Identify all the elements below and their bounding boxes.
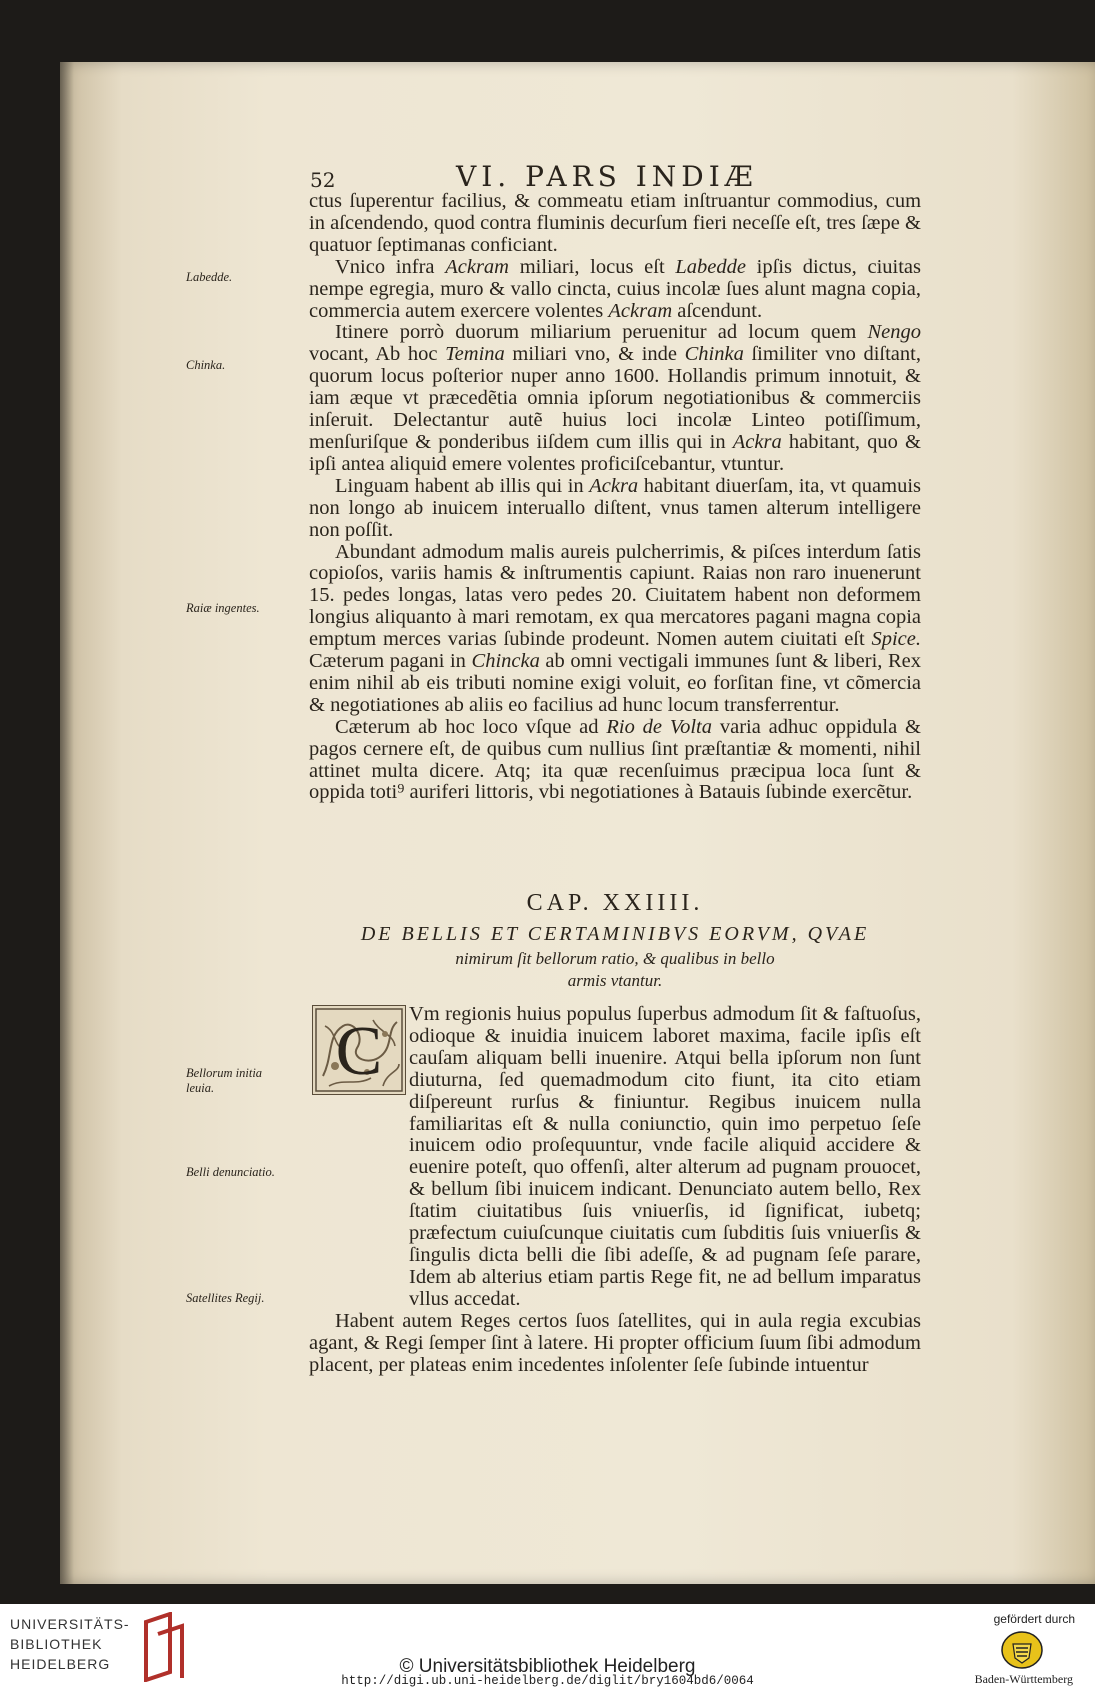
chapter-number: CAP. XXIIII.	[526, 890, 704, 916]
margin-note-bellorum: Bellorum initia leuia.	[186, 1066, 263, 1095]
chapter-subtitle-2: armis vtantur.	[567, 971, 663, 990]
page-number: 52	[310, 168, 336, 192]
running-head: VI. PARS INDIÆ	[456, 160, 758, 193]
logo-line-3: HEIDELBERG	[10, 1656, 111, 1672]
baden-wuerttemberg-crest-icon[interactable]	[1001, 1630, 1043, 1670]
margin-note-chinka: Chinka.	[186, 358, 226, 372]
place-name: Ackram	[608, 299, 673, 322]
footer	[0, 1604, 1095, 1686]
text-line: ctus ſuperentur facilius, & commeatu etiam inſtruantur commodius,	[309, 190, 879, 212]
place-name: Labedde	[675, 255, 746, 278]
margin-note-labedde: Labedde.	[186, 270, 233, 284]
text-section-2	[309, 1004, 921, 1376]
paragraph-rio-de-volta: Cæterum ab hoc loco vſque ad Rio de Volta varia adhuc oppidula & pagos cernere eſt, de quibus cum nullius ſint præſtantiæ & momenti, nihil attinet multa dicere. Atq; ita quæ recenſuimus præcipua loca ſunt & oppida toti⁹ auriferi littoris, vbi negotiationes à Batauis ſubinde exercẽtur.	[309, 715, 921, 804]
margin-note-belli-denunciatio: Belli denunciatio.	[186, 1165, 275, 1179]
place-name: Ackram	[445, 255, 509, 278]
paragraph-labedde: Vnico infra Ackram miliari, locus eſt Labedde ipſis dictus, ciuitas nempe egregia, muro & vallo cincta, cuius incolæ ſues alunt magna copia, commercia autem exercere volentes Ackram aſcendunt.	[309, 255, 922, 322]
paragraph-satellites: Habent autem Reges certos ſuos ſatellites, qui in aula regia excubias agant, & Regi ſemper ſint à latere. Hi propter officium ſuum ſibi admodum placent, per plateas enim incedentes inſolenter ſeſe ſubinde intuentur	[309, 1309, 921, 1376]
place-name: Nengo	[867, 321, 921, 344]
paragraph-continuation	[309, 191, 921, 257]
text-section-1	[309, 191, 921, 804]
permalink[interactable]: http://digi.ub.uni-heidelberg.de/diglit/bry1604bd6/0064	[341, 1674, 754, 1688]
place-name: Chincka	[471, 650, 540, 673]
logo-line-1: UNIVERSITÄTS-	[10, 1616, 130, 1632]
logo-line-2: BIBLIOTHEK	[10, 1636, 103, 1652]
paragraph-abundant: Abundant admodum malis aureis pulcherrimis, & piſces interdum ſatis copioſos, variis hamis & inſtrumentis capiunt. Raias non raro inuenerunt 15. pedes longas, latas vero pedes 20. Ciuitatem habent non deformem longius aliquanto à mari remotam, ex qua mercatores pagani magna copia emptum merces varias ſubinde prodeunt. Nomen autem ciuitati eſt Spice. Cæterum pagani in Chincka ab omni vectigali immunes ſunt & liberi, Rex enim nihil ab eis tributi nomine exigi voluit, eo forſitan fine, vt cõmercia & negotiationes ab aliis eo facilius ad hunc locum transferrentur.	[309, 540, 921, 716]
paragraph-lingua: Linguam habent ab illis qui in Ackra habitant diuerſam, ita, vt quamuis non longo ab inuicem interuallo diſtent, vnus tamen alterum intelligere non poſſit.	[309, 474, 921, 541]
copyright-notice: © Universitätsbibliothek Heidelberg	[399, 1656, 696, 1677]
chapter-subtitle: nimirum ſit bellorum ratio, & qualibus in bello	[455, 949, 775, 968]
place-name: Ackra	[589, 474, 639, 497]
chapter-title: DE BELLIS ET CERTAMINIBVS EORVM, QVAE	[360, 923, 870, 945]
text-line: tres ſæpe & quatuor ſeptimanas conficiant.	[309, 211, 921, 256]
paragraph-chinka: Itinere porrò duorum miliarium peruenitur ad locum quem Nengo vocant, Ab hoc Temina miliari vno, & inde Chinka ſimiliter vno diſtant, quorum locus poſterior nuper anno 1600. Hollandis primum innotuit, & iam æque vt præcedẽtia omnia ipſorum negotiationibus & commerciis inſeruit. Delectantur autẽ huius loci incolæ Linteo potiſſimum, menſuriſque & ponderibus iiſdem cum illis qui in Ackra habitant, quo & ipſi antea aliquid emere volentes proficiſcebantur, vtuntur.	[309, 321, 921, 475]
place-name: Rio de Volta	[606, 715, 713, 738]
margin-note-satellites: Satellites Regij.	[186, 1291, 265, 1305]
place-name: Chinka	[684, 343, 744, 366]
state-label: Baden-Württemberg	[974, 1672, 1073, 1686]
paragraph-cum-regionis: Vm regionis huius populus ſuperbus admodum ſit & faſtuoſus, odioque & inuidia inuicem laboret maxima, facile ipſis eſt cauſam aliquam belli inuenire. Atqui bella ipſorum non ſunt diuturna, ſed quemadmodum cito fiunt, ita cito etiam diſpereunt rurſus & finiuntur. Regibus inuicem nulla familiaritas eſt & nulla coniunctio, quin imo perpetuo ſeſe inuicem odio proſequuntur, vnde facile aliquid accidere & euenire poteſt, quo offenſi, alter alterum ad pugnam prouocet, & bellum ſibi inuicem indicant. Denunciato autem bello, Rex ſtatim ciuitatibus ſuis vniuerſis, id ſignificat, iubetq; præfectum cuiuſcunque ciuitatis cum ſubditis ſuis vniuerſis & ſingulis dicta belli die ſibi adeſſe, & ad pugnam ſeſe parare, Idem ab alterius etiam partis Rege fit, ne ad bellum imparatus vllus accedat.	[409, 1003, 921, 1310]
place-name: Spice.	[871, 628, 921, 651]
svg-text:C: C	[335, 1013, 383, 1090]
text-line: cum in aſcendendo, quod contra fluminis decurſum fieri neceſſe eſt,	[309, 190, 922, 234]
place-name: Ackra	[732, 430, 782, 453]
margin-note-raiae: Raiæ ingentes.	[186, 601, 260, 615]
page-gutter-shadow	[60, 62, 74, 1584]
place-name: Temina	[445, 343, 505, 366]
funding-label: gefördert durch	[993, 1612, 1075, 1626]
